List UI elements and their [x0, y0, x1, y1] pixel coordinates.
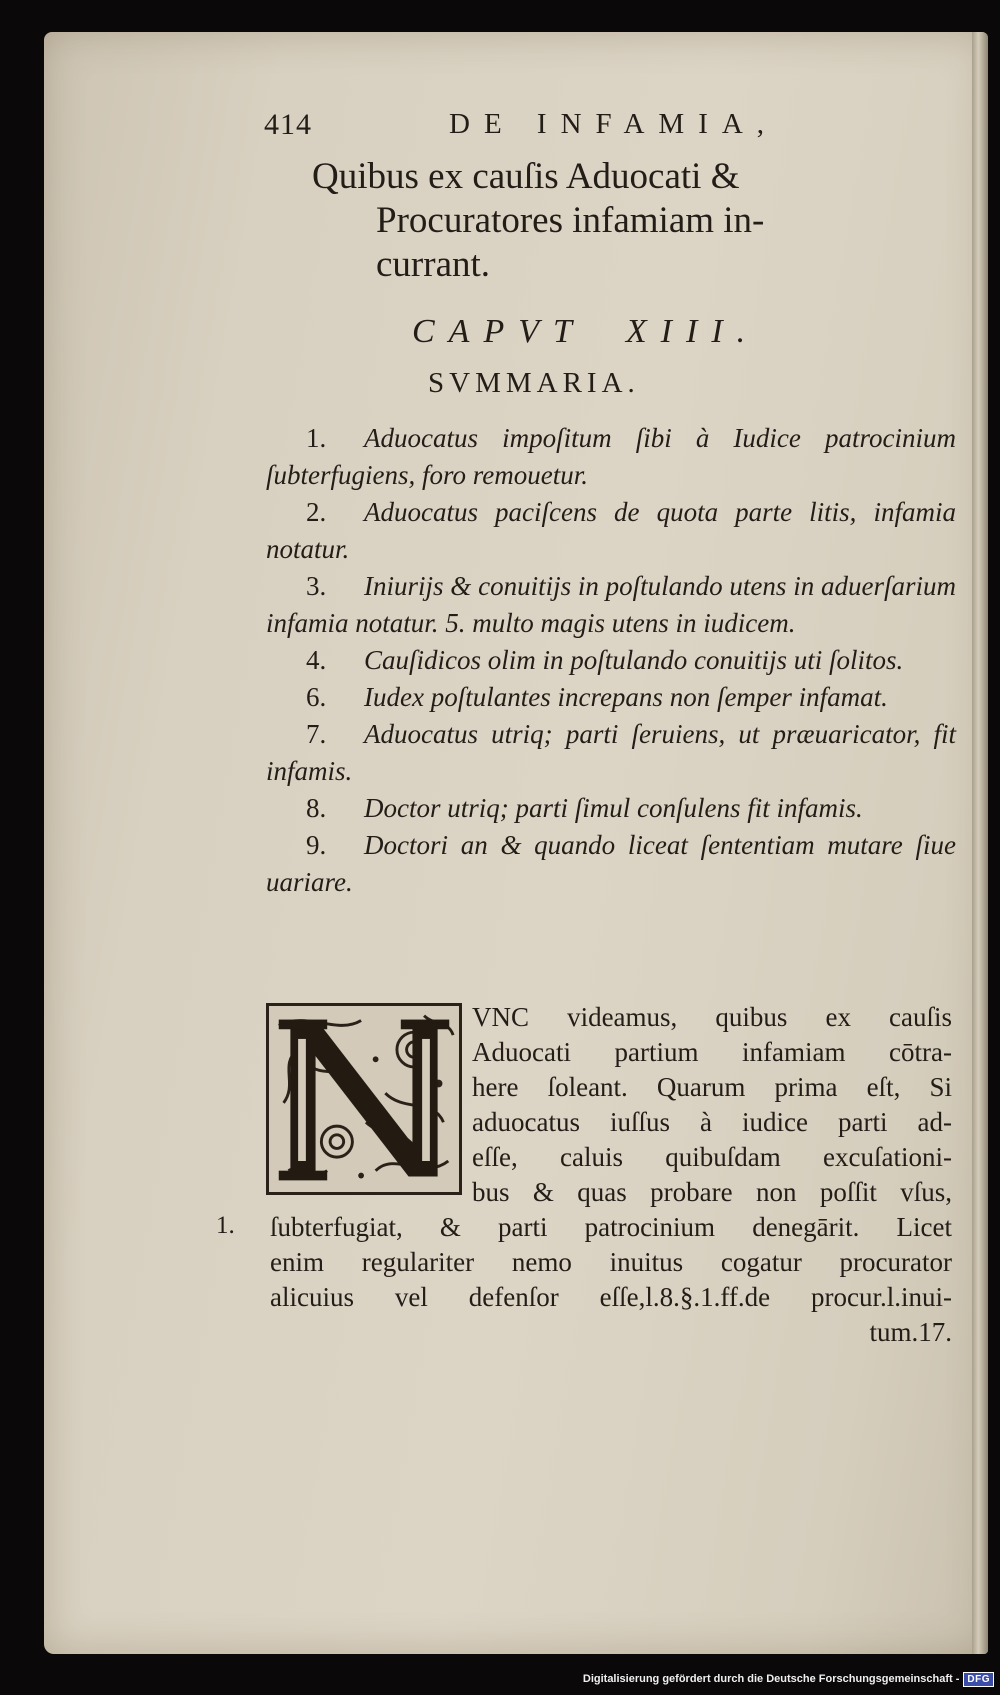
chapter-title-line: Quibus ex cauſis Aduocati & [312, 156, 740, 197]
body-line: alicuius vel defenſor eſſe,l.8.§.1.ff.de procur.l.inui- [270, 1282, 952, 1312]
summary-item-text: Aduocatus utriq; parti ſeruiens, ut præuaricator, fit infamis. [266, 719, 956, 786]
summary-item-text: Iniurijs & conuitijs in poſtulando utens in aduerſarium infamia notatur. 5. multo magis utens in iudicem. [266, 571, 956, 638]
dfg-logo-icon[interactable]: DFG [963, 1672, 994, 1687]
summary-item-number: 4. [306, 645, 327, 675]
body-line: eſſe, caluis quibuſdam excuſationi- [472, 1142, 952, 1172]
summary-item [266, 679, 956, 716]
chapter-title-line: Procuratores infamiam in- [376, 200, 765, 241]
body-line: VNC videamus, quibus ex cauſis [472, 1002, 952, 1032]
summary-item-text: Cauſidicos olim in poſtulando conuitijs uti ſolitos. [364, 645, 904, 675]
body-line: enim regulariter nemo inuitus cogatur procurator [270, 1247, 952, 1277]
summary-item-number: 8. [306, 793, 327, 823]
summary-item-text: Doctor utriq; parti ſimul conſulens fit infamis. [364, 793, 863, 823]
body-line: ſubterfugiat, & parti patrocinium denegārit. Licet [270, 1212, 952, 1242]
body-line: aduocatus iuſſus à iudice parti ad- [472, 1107, 952, 1137]
running-head [264, 108, 824, 148]
summary-list [266, 420, 956, 901]
body-line: here ſoleant. Quarum prima eſt, Si [472, 1072, 952, 1102]
summary-item [266, 790, 956, 827]
summary-item-text: Aduocatus impoſitum ſibi à Iudice patrocinium ſubterfugiens, foro remouetur. [266, 423, 956, 490]
summary-item-text: Doctori an & quando liceat ſententiam mutare ſiue uariare. [266, 830, 956, 897]
running-title: DE INFAMIA, [449, 108, 779, 140]
summary-item-number: 9. [306, 830, 327, 860]
summary-item-number: 2. [306, 497, 327, 527]
credit-text: Digitalisierung gefördert durch die Deutsche Forschungsgemeinschaft - [582, 1673, 960, 1685]
body-text-beside-initial [472, 1000, 952, 1210]
caput-roman-numeral: XIII. [625, 313, 760, 350]
caput-label: CAPVT [412, 313, 586, 350]
page-edge [972, 32, 988, 1654]
summary-item [266, 420, 956, 494]
chapter-title [312, 155, 872, 287]
summary-item [266, 827, 956, 901]
page-number: 414 [264, 108, 312, 141]
chapter-title-line: currant. [376, 244, 491, 285]
body-line: bus & quas probare non poſſit vſus, [472, 1177, 952, 1207]
summary-item-text: Iudex poſtulantes increpans non ſemper infamat. [364, 682, 888, 712]
summary-item-number: 1. [306, 423, 327, 453]
summary-item-number: 3. [306, 571, 327, 601]
summary-item-number: 7. [306, 719, 327, 749]
chapter-number [412, 313, 759, 351]
summary-item-text: Aduocatus paciſcens de quota parte litis, infamia notatur. [266, 497, 956, 564]
summary-item [266, 568, 956, 642]
body-line: Aduocati partium infamiam cōtra- [472, 1037, 952, 1067]
body-text-full-width [270, 1210, 952, 1350]
margin-note-number: 1. [216, 1212, 235, 1239]
decorated-initial-n [266, 1003, 462, 1195]
summary-item [266, 494, 956, 568]
summary-item [266, 642, 956, 679]
summaria-heading: SVMMARIA. [428, 367, 640, 399]
ornamental-initial-icon [269, 1006, 459, 1192]
summary-item [266, 716, 956, 790]
summary-item-number: 6. [306, 682, 327, 712]
digitization-credit [583, 1669, 994, 1689]
body-last-line: tum.17. [869, 1317, 952, 1347]
